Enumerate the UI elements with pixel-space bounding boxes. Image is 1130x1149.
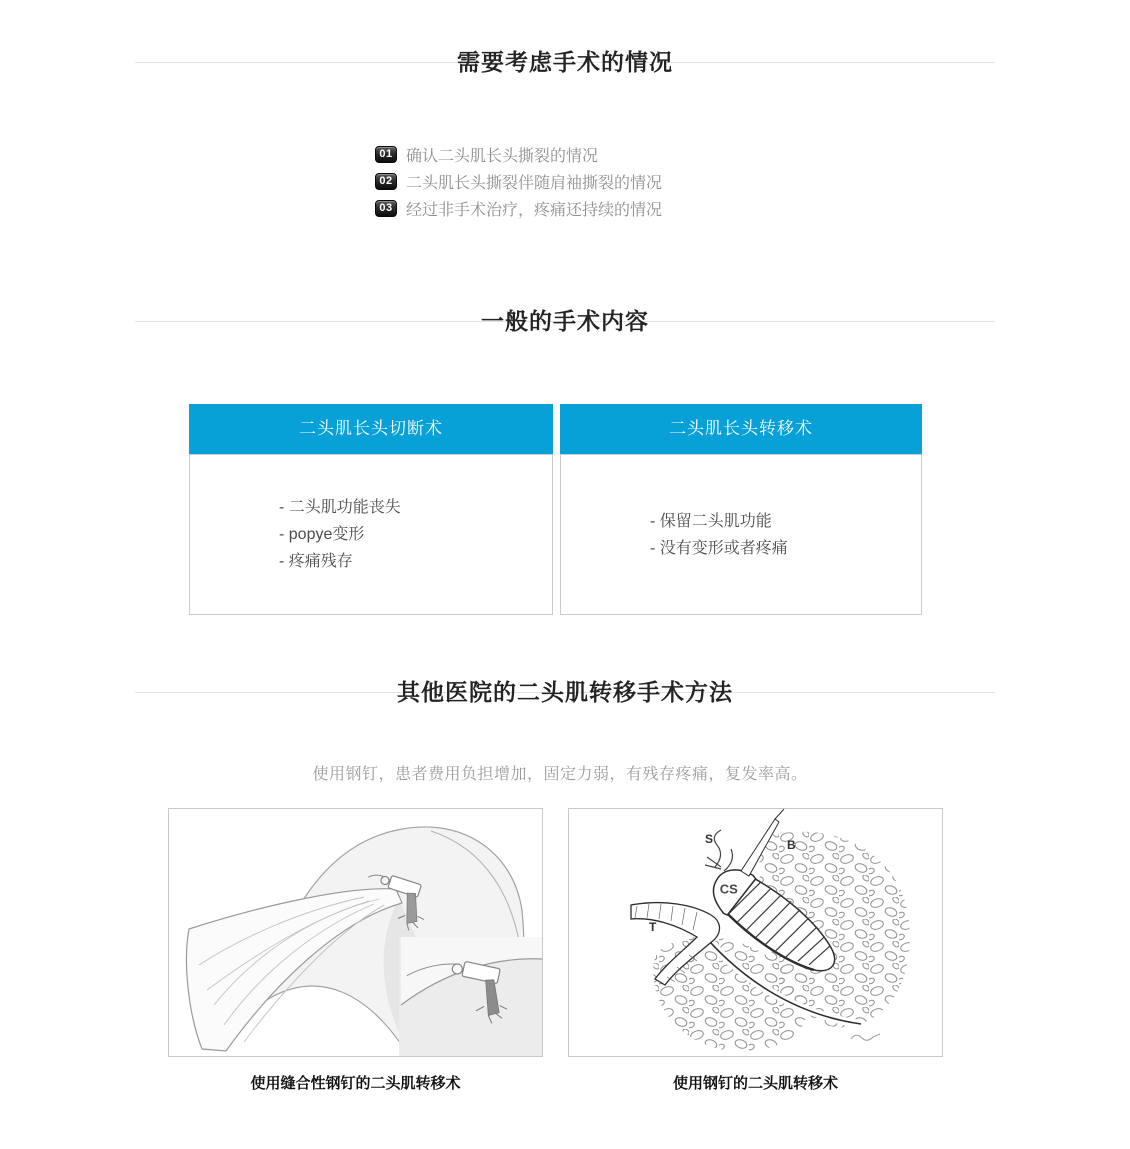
section-consider-heading — [135, 47, 995, 77]
page-title: 需要考虑手术的情况 — [457, 49, 673, 75]
figure-caption: 使用钢钉的二头肌转移术 — [672, 1075, 838, 1092]
column-transfer — [560, 404, 922, 615]
list-item-text: 经过非手术治疗，疼痛还持续的情况 — [406, 201, 663, 219]
column-header: 二头肌长头转移术 — [560, 404, 922, 454]
list-item-text: 二头肌长头撕裂伴随肩袖撕裂的情况 — [406, 174, 663, 192]
column-header: 二头肌长头切断术 — [189, 404, 553, 454]
list-item — [375, 145, 662, 163]
signature-scribble — [851, 1034, 880, 1040]
column-body — [560, 454, 922, 615]
number-badge: 02 — [375, 173, 397, 190]
section-subtitle: 使用钢钉，患者费用负担增加，固定力弱，有残存疼痛，复发率高。 — [312, 766, 808, 783]
figure-interference-screw — [568, 808, 943, 1057]
label-t: T — [649, 920, 657, 934]
column-item: - 二头肌功能丧失 — [279, 499, 401, 516]
figure-caption: 使用缝合性钢钉的二头肌转移术 — [250, 1075, 461, 1092]
section-title: 一般的手术内容 — [481, 308, 649, 334]
interference-screw-illustration — [569, 809, 942, 1056]
label-b: B — [787, 838, 796, 852]
section-other-heading — [135, 677, 995, 707]
column-body — [189, 454, 553, 615]
suture-anchor-illustration — [169, 809, 542, 1056]
column-item: - 疼痛残存 — [279, 553, 353, 570]
figure-suture-anchor — [168, 808, 543, 1057]
number-badge: 01 — [375, 146, 397, 163]
section-title: 其他医院的二头肌转移手术方法 — [397, 679, 733, 705]
surgery-comparison-table — [189, 404, 922, 615]
label-cs: CS — [719, 881, 738, 897]
column-tenotomy — [189, 404, 553, 615]
list-item — [375, 199, 662, 217]
list-item-text: 确认二头肌长头撕裂的情况 — [406, 147, 599, 165]
consider-list — [375, 145, 662, 226]
list-item — [375, 172, 662, 190]
column-item: - popye变形 — [279, 526, 365, 543]
column-item: - 没有变形或者疼痛 — [650, 539, 788, 557]
inset-closeup — [399, 937, 542, 1056]
number-badge: 03 — [375, 200, 397, 217]
column-item: - 保留二头肌功能 — [650, 512, 772, 530]
label-s: S — [705, 832, 714, 846]
section-general-heading — [135, 306, 995, 336]
